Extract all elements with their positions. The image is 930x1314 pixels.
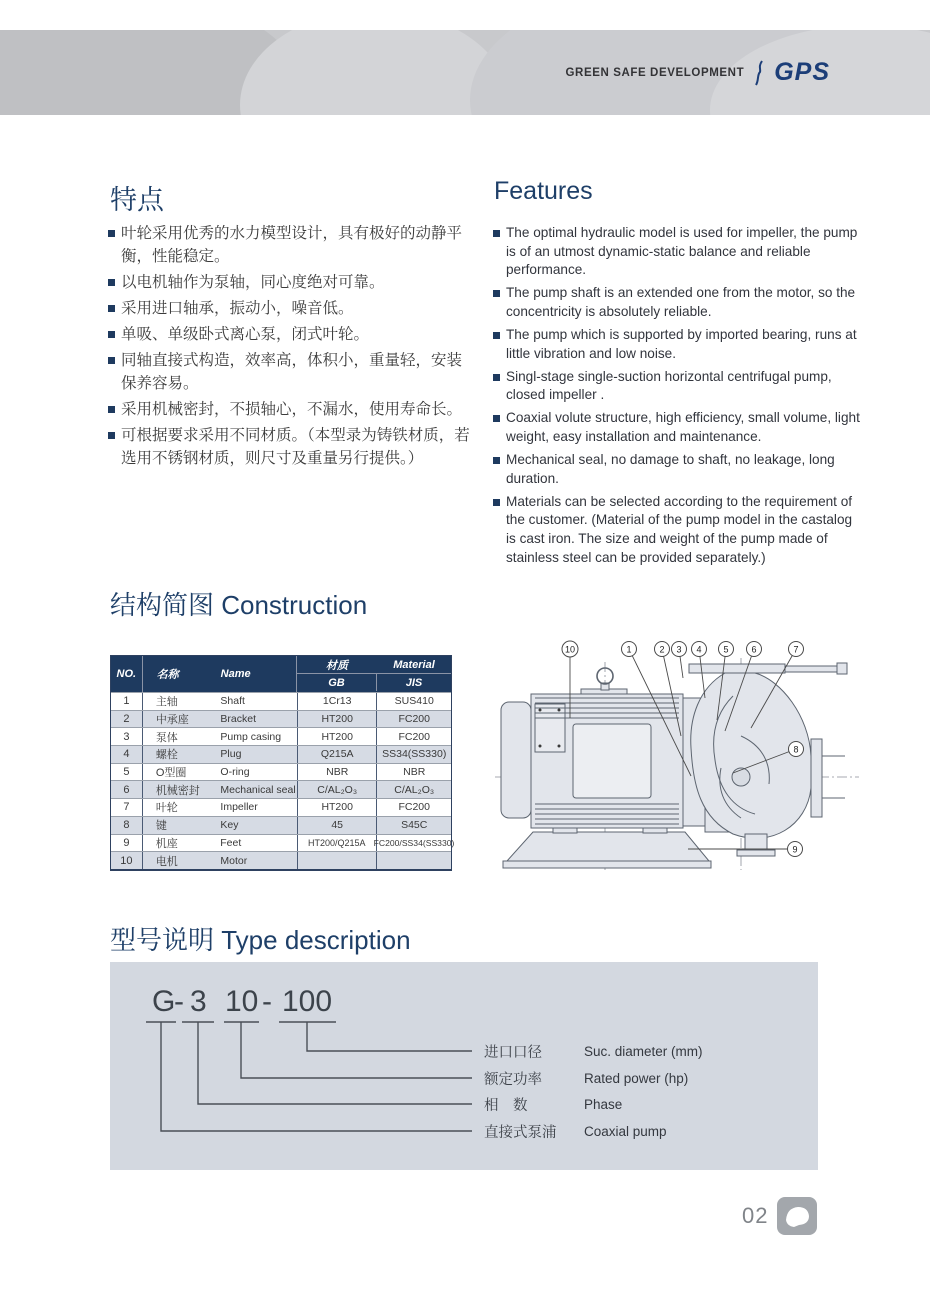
page-number: 02: [742, 1203, 769, 1228]
model-code-phase: 3: [190, 985, 207, 1018]
materials-table: [110, 655, 455, 871]
list-item-text: 同轴直接式构造，效率高，体积小，重量轻，安装保养容易。: [121, 352, 463, 392]
bullet-square-icon: [493, 451, 506, 488]
table-row: 6 机械密封 Mechanical seal C/AL₂O₃ C/AL₂O₃: [111, 780, 451, 798]
table-row: 4 螺栓 Plug Q215A SS34(SS330): [111, 745, 451, 763]
features-cn-title: 特点: [110, 185, 164, 215]
list-item-text: Coaxial volute structure, high efficiency, small volume, light weight, easy installation and maintenance.: [506, 410, 860, 444]
impeller-hub: [732, 768, 750, 786]
col-header-name-cn: 名称: [156, 669, 179, 681]
list-item-text: The pump which is supported by imported bearing, runs at little vibration and low noise.: [506, 326, 857, 361]
svg-text:9: 9: [792, 844, 798, 855]
list-item-text: Singl-stage single-suction horizontal centrifugal pump, closed impeller .: [506, 368, 832, 403]
callout-6: [747, 642, 762, 657]
list-item-text: 以电机轴作为泵轴，同心度绝对可靠。: [121, 274, 385, 291]
brand-row: [566, 30, 831, 115]
model-code-dash: -: [262, 985, 272, 1018]
callout-7: [789, 642, 804, 657]
table-row: 7 叶轮 Impeller HT200 FC200: [111, 798, 451, 816]
list-item-text: 采用机械密封，不损轴心，不漏水，使用寿命长。: [121, 401, 463, 418]
callout-8: [789, 742, 804, 757]
list-item: [493, 451, 865, 488]
bullet-square-icon: [493, 326, 506, 363]
type-label-en: Rated power (hp): [584, 1070, 689, 1086]
callout-4: [692, 642, 707, 657]
svg-text:1: 1: [626, 644, 632, 655]
bullet-square-icon: [493, 368, 506, 405]
svg-text:3: 3: [676, 644, 682, 655]
list-item: [493, 284, 865, 321]
bullet-square-icon: [108, 398, 121, 421]
bullet-square-icon: [493, 409, 506, 446]
table-header: [111, 656, 451, 692]
list-item: [493, 224, 865, 280]
svg-text:6: 6: [751, 644, 757, 655]
model-code-diameter: 100: [282, 985, 333, 1018]
model-breakdown-lines: [110, 962, 818, 1170]
list-item-text: 采用进口轴承，振动小，噪音低。: [121, 300, 354, 317]
type-label-en: Suc. diameter (mm): [584, 1043, 703, 1059]
type-label-cn: 进口口径: [484, 1044, 542, 1061]
discharge-flange: [689, 664, 785, 673]
bullet-square-icon: [108, 323, 121, 346]
table-row: 8 键 Key 45 S45C: [111, 816, 451, 834]
list-item-text: 可根据要求采用不同材质。（本型录为铸铁材质，若选用不锈钢材质，则尺寸及重量另行提供。）: [121, 427, 470, 467]
bullet-square-icon: [108, 349, 121, 395]
bullet-square-icon: [108, 297, 121, 320]
brand-separator-icon: [754, 60, 764, 86]
col-header-no: NO.: [111, 656, 143, 692]
suction-flange: [811, 739, 822, 817]
construction-title: 结构简图 Construction: [110, 590, 368, 620]
list-item: [108, 271, 470, 294]
table-row: 2 中承座 Bracket HT200 FC200: [111, 710, 451, 728]
model-code-power: 10: [225, 985, 259, 1018]
company-tagline: GREEN SAFE DEVELOPMENT: [565, 66, 745, 79]
motor-base: [507, 832, 709, 861]
list-item: [108, 398, 470, 421]
list-item: [108, 297, 470, 320]
type-description-title: 型号说明 Type description: [110, 925, 411, 955]
callout-3: [672, 642, 687, 657]
list-item-text: 单吸、单级卧式离心泵，闭式叶轮。: [121, 326, 370, 343]
col-header-material-en: Material: [393, 658, 435, 671]
col-header-jis: JIS: [405, 676, 423, 689]
svg-text:8: 8: [793, 744, 799, 755]
svg-text:10: 10: [564, 644, 576, 655]
list-item-text: Materials can be selected according to the requirement of the customer. (Material of the pump model in the castalog is cast iron. The size and weight of the pump made of stainless steel can be provided separately.): [506, 493, 853, 565]
table-row: 9 机座 Feet HT200/Q215A FC200/SS34(SS330): [111, 834, 451, 852]
fan-cover: [501, 702, 531, 818]
table-row: 3 泵体 Pump casing HT200 FC200: [111, 727, 451, 745]
list-item: [108, 222, 470, 268]
bullet-square-icon: [108, 222, 121, 268]
pump-logo-icon: [777, 1197, 817, 1240]
bullet-square-icon: [108, 271, 121, 294]
col-header-gb: GB: [297, 674, 377, 691]
callout-2: [655, 642, 670, 657]
type-label-cn: 相 数: [484, 1097, 528, 1114]
list-item: [108, 349, 470, 395]
features-en-list: [493, 224, 865, 567]
svg-text:7: 7: [793, 644, 799, 655]
bullet-square-icon: [108, 424, 121, 470]
type-label-en: Phase: [584, 1096, 623, 1112]
type-label-en: Coaxial pump: [584, 1123, 667, 1139]
col-header-material: [297, 656, 451, 692]
svg-text:5: 5: [723, 644, 729, 655]
model-code-pump: G: [152, 985, 176, 1018]
casing-foot: [745, 834, 767, 850]
list-item: [493, 493, 865, 567]
features-en-title: Features: [494, 177, 593, 205]
table-row: 1 主轴 Shaft 1Cr13 SUS410: [111, 692, 451, 710]
list-item: [108, 424, 470, 470]
callout-1: [622, 642, 637, 657]
callout-9: [788, 842, 803, 857]
brand-logo: GPS: [774, 58, 830, 86]
col-header-name: [143, 656, 297, 692]
bullet-square-icon: [493, 284, 506, 321]
type-description-box: [110, 962, 818, 1170]
col-header-name-en: Name: [220, 668, 251, 680]
table-row: 5 O型圈 O-ring NBR NBR: [111, 763, 451, 781]
svg-text:4: 4: [696, 644, 702, 655]
col-header-material-cn: 材质: [326, 659, 348, 672]
type-label-cn: 额定功率: [484, 1071, 542, 1088]
type-label-cn: 直接式泵浦: [484, 1124, 557, 1141]
svg-text:2: 2: [659, 644, 665, 655]
callout-5: [719, 642, 734, 657]
list-item-text: 叶轮采用优秀的水力模型设计，具有极好的动静平衡，性能稳定。: [121, 225, 463, 265]
bullet-square-icon: [493, 224, 506, 280]
list-item: [493, 368, 865, 405]
pump-diagram: [493, 636, 863, 881]
features-cn-list: [108, 222, 470, 470]
list-item: [493, 326, 865, 363]
model-code-dash: -: [174, 985, 184, 1018]
callout-10: [562, 641, 578, 657]
list-item-text: Mechanical seal, no damage to shaft, no leakage, long duration.: [506, 452, 835, 486]
table-row: 10 电机 Motor: [111, 851, 451, 869]
list-item: [493, 409, 865, 446]
list-item-text: The optimal hydraulic model is used for impeller, the pump is of an utmost dynamic-static balance and reliable performance.: [506, 225, 858, 278]
bullet-square-icon: [493, 493, 506, 567]
list-item: [108, 323, 470, 346]
list-item-text: The pump shaft is an extended one from the motor, so the concentricity is absolutely reliable.: [506, 285, 856, 319]
header-banner: [0, 30, 930, 115]
